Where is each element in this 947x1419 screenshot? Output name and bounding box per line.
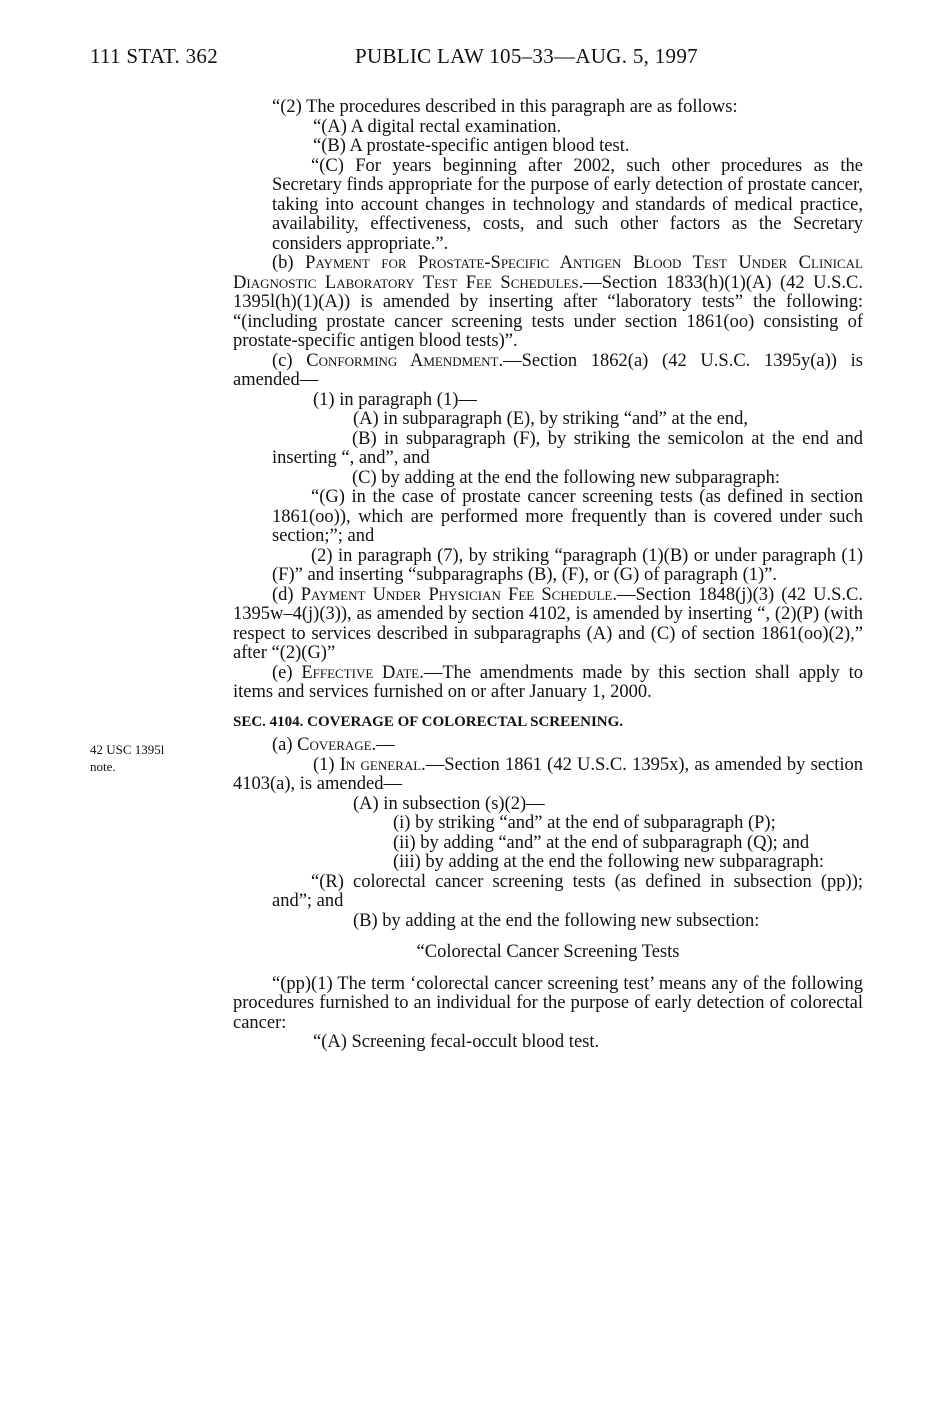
paragraph-2C: “(C) For years beginning after 2002, such other procedures as the Secretary finds appropriate for the purpose of early detection of prostate cancer, taking into account changes in technology and standards of medical practice, availability, effectiveness, costs, and such other factors as the Secretary considers appropriate.”. [272,155,863,254]
section-4104-a-1-heading: In general. [339,754,426,775]
subsection-c-1-C: (C) by adding at the end the following new subparagraph: [352,467,780,488]
section-4104-a-1-A-i: (i) by striking “and” at the end of subparagraph (P); [393,813,776,833]
statute-page-reference: 111 STAT. 362 [90,44,219,68]
margin-note-line2: note. [90,759,116,774]
subsection-d-heading: Payment Under Physician Fee Schedule. [300,584,617,605]
subsection-e-lead: (e) [272,662,302,683]
subsection-e-heading: Effective Date. [301,662,424,683]
subsection-c-1: (1) in paragraph (1)— [313,389,477,410]
public-law-reference: PUBLIC LAW 105–33—AUG. 5, 1997 [355,44,698,68]
margin-note-line1: 42 USC 1395l [90,742,165,757]
subsection-c-1-A: (A) in subparagraph (E), by striking “and” at the end, [353,409,749,429]
subsection-d-lead: (d) [272,584,301,605]
section-4104-a-lead: (a) [272,735,298,755]
section-4104-a [233,736,863,756]
subsection-pp-1: “(pp)(1) The term ‘colorectal cancer screening test’ means any of the following procedures furnished to an individual for the purpose of early detection of colorectal cancer: [233,973,863,1033]
new-subparagraph-R: “(R) colorectal cancer screening tests (as defined in subsection (pp)); and”; and [272,871,863,911]
subsection-c-2: (2) in paragraph (7), by striking “paragraph (1)(B) or under paragraph (1)(F)” and inserting “subparagraphs (B), (F), or (G) of paragraph (1)”. [272,545,863,585]
section-4104-heading: SEC. 4104. COVERAGE OF COLORECTAL SCREENING. [233,713,624,730]
section-4104-a-1-A: (A) in subsection (s)(2)— [353,793,545,814]
section-4104-a-1-A-iii: (iii) by adding at the end the following new subparagraph: [393,852,825,872]
paragraph-2-intro: “(2) The procedures described in this paragraph are as follows: [272,97,738,117]
section-4104-a-text: — [376,735,395,755]
subsection-c-lead: (c) [272,350,307,371]
subsection-c [233,352,863,391]
subsection-c-1-B: (B) in subparagraph (F), by striking the semicolon at the end and inserting “, and”, and [272,428,863,468]
subsection-c-1-G: “(G) in the case of prostate cancer screening tests (as defined in section 1861(oo)), which are performed more frequently than is covered under such section;”; and [272,487,863,546]
section-4104-a-1-lead: (1) [313,754,340,775]
section-4104-a-1-text: —Section 1861 (42 U.S.C. 1395x), as amended by section 4103(a), is amended— [233,754,863,794]
subsection-b [233,254,863,352]
paragraph-2A: “(A) A digital rectal examination. [313,116,562,137]
law-text-body [233,98,863,1053]
subsection-b-lead: (b) [272,253,306,273]
section-4104-a-1-A-ii: (ii) by adding “and” at the end of subparagraph (Q); and [393,832,810,853]
section-4104-a-1-B: (B) by adding at the end the following new subsection: [353,910,760,931]
subsection-d [233,586,863,664]
subsection-b-heading: Payment for Prostate-Specific Antigen Blood Test Under Clinical Diagnostic Laboratory Test Fee Schedules. [233,253,863,293]
subsection-c-heading: Conforming Amendment. [306,350,504,371]
margin-citation-note [90,741,164,775]
subsection-e-text: —The amendments made by this section shall apply to items and services furnished on or after January 1, 2000. [233,662,863,702]
section-4104-a-heading: Coverage. [297,735,377,755]
subsection-d-text: —Section 1848(j)(3) (42 U.S.C. 1395w–4(j)(3)), as amended by section 4102, is amended by inserting “, (2)(P) (with respect to services described in subparagraphs (A) and (C) of section 1861(oo)(2),” after “(2)(G)” [233,584,863,663]
section-4104-a-1 [233,756,863,795]
paragraph-2B: “(B) A prostate-specific antigen blood test. [313,136,630,156]
subsection-e [233,664,863,703]
subsection-b-text: —Section 1833(h)(1)(A) (42 U.S.C. 1395l(h)(1)(A)) is amended by inserting after “laboratory tests” the following: “(including prostate cancer screening tests under section 1861(oo) consisting of prostate-specific antigen blood tests)”. [233,272,863,351]
subsection-c-text: —Section 1862(a) (42 U.S.C. 1395y(a)) is amended— [233,350,863,390]
subsection-pp-1-A: “(A) Screening fecal-occult blood test. [313,1032,600,1052]
colorectal-screening-title: “Colorectal Cancer Screening Tests [416,942,680,962]
